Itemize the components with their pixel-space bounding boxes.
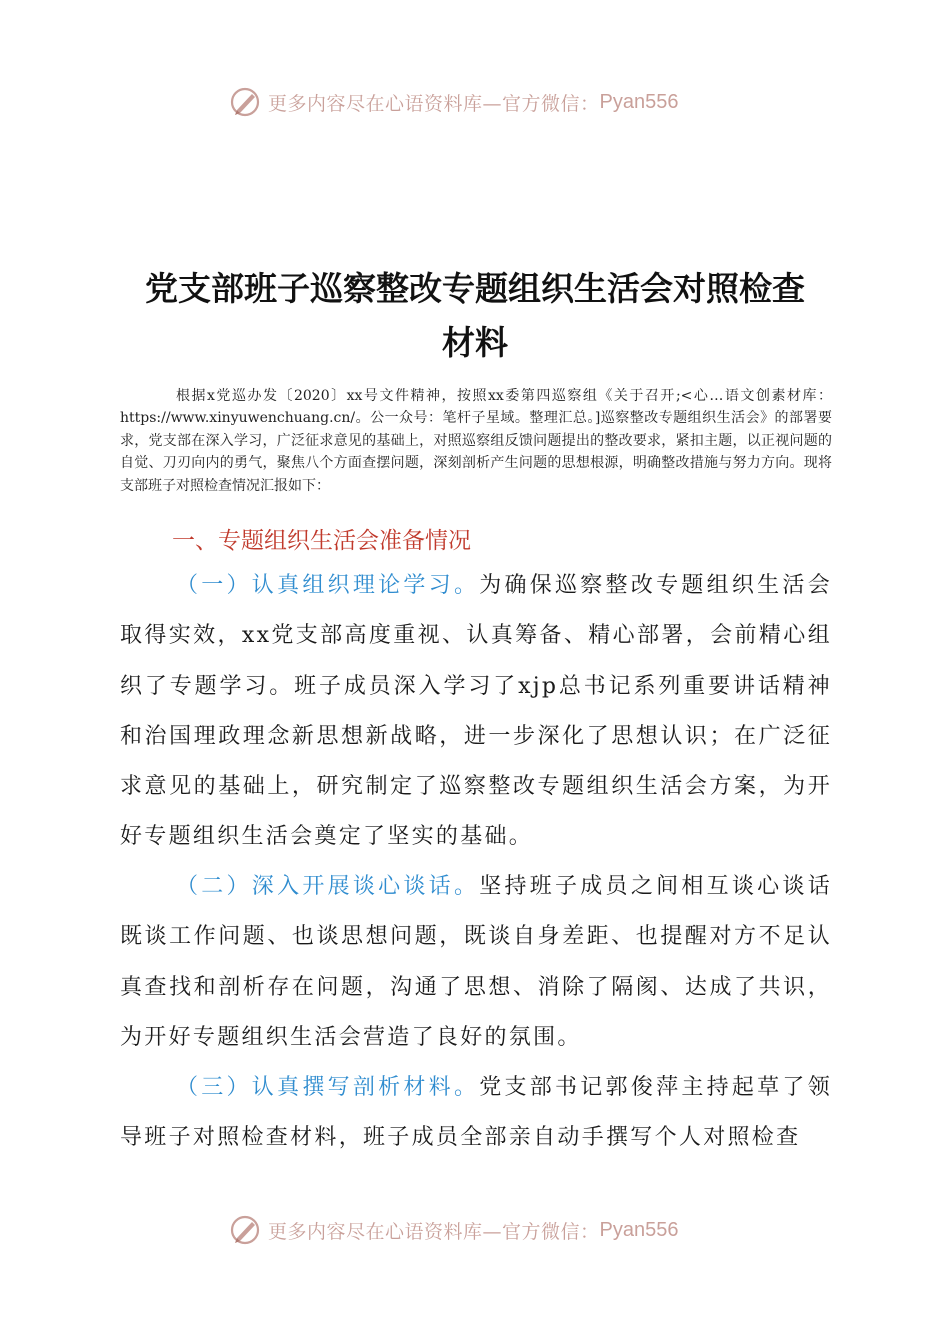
paragraph-2-body: 坚持班子成员之间相互谈心谈话既谈工作问题、也谈思想问题，既谈自身差距、也提醒对方不足认真查找和剖析存在问题，沟通了思想、消除了隔阂、达成了共识，为开好专题组织生活会营造了良好的氛围。 — [120, 874, 832, 1050]
paragraph-3-lead: （三）认真撰写剖析材料。 — [176, 1075, 480, 1100]
watermark-id: Pyan556 — [599, 1218, 679, 1241]
watermark-text: 更多内容尽在心语资料库—官方微信： — [268, 1220, 600, 1243]
watermark-id: Pyan556 — [599, 90, 679, 113]
footer-watermark — [228, 1212, 728, 1248]
pen-logo-icon — [228, 85, 262, 119]
paragraph-2 — [120, 862, 832, 1063]
paragraph-2-lead: （二）深入开展谈心谈话。 — [176, 874, 480, 899]
header-watermark — [228, 84, 728, 120]
title-line-1: 党支部班子巡察整改专题组织生活会对照检查 — [145, 269, 805, 308]
paragraph-1-lead: （一）认真组织理论学习。 — [176, 573, 480, 598]
paragraph-1-body: 为确保巡察整改专题组织生活会取得实效，xx党支部高度重视、认真筹备、精心部署，会前精心组织了专题学习。班子成员深入学习了xjp总书记系列重要讲话精神和治国理政理念新思想新战略，进一步深化了思想认识；在广泛征求意见的基础上，研究制定了巡察整改专题组织生活会方案，为开好专题组织生活会奠定了坚实的基础。 — [120, 573, 832, 850]
paragraph-3-body: 党支部书记郭俊萍主持起草了领导班子对照检查材料，班子成员全部亲自动手撰写个人对照检查 — [120, 1075, 832, 1151]
watermark-text: 更多内容尽在心语资料库—官方微信： — [268, 92, 600, 115]
pen-logo-icon — [228, 1213, 262, 1247]
intro-paragraph: 根据x党巡办发〔2020〕xx号文件精神，按照xx委第四巡察组《关于召开;<心…语文创素材库：https://www.xinyuwenchuang.cn/。公一众号：笔杆子星域。整理汇总。]巡察整改专题组织生活会》的部署要求，党支部在深入学习，广泛征求意见的基础上，对照巡察组反馈问题提出的整改要求，紧扣主题，以正视问题的自觉、刀刃向内的勇气，聚焦八个方面查摆问题，深刻剖析产生问题的思想根源，明确整改措施与努力方向。现将支部班子对照检查情况汇报如下： — [120, 388, 832, 494]
document-title — [100, 262, 850, 370]
paragraph-3 — [120, 1063, 832, 1164]
section-heading: 一、专题组织生活会准备情况 — [172, 528, 471, 554]
title-line-2: 材料 — [442, 323, 508, 362]
paragraph-1 — [120, 561, 832, 863]
